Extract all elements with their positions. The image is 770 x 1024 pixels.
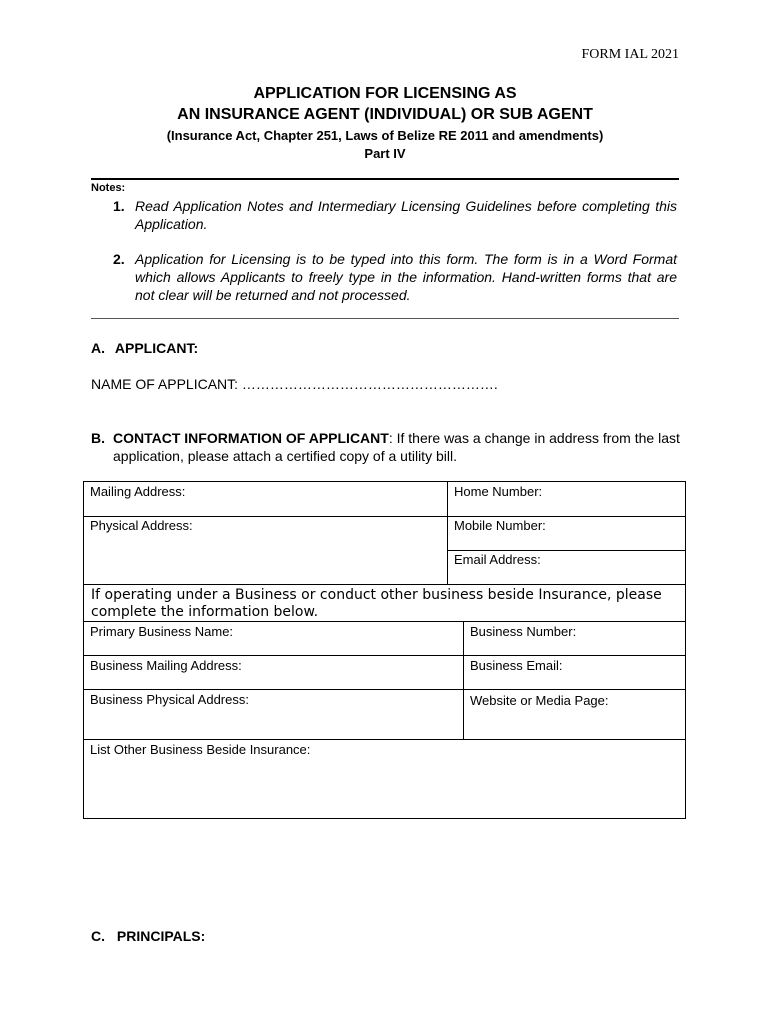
list-other-business-field[interactable]: List Other Business Beside Insurance: (90, 742, 311, 757)
title-line-2: AN INSURANCE AGENT (INDIVIDUAL) OR SUB AGENT (177, 106, 593, 123)
title-line-1: APPLICATION FOR LICENSING AS (253, 85, 517, 102)
primary-business-name-field[interactable]: Primary Business Name: (90, 624, 234, 639)
part-label: Part IV (364, 146, 406, 161)
section-b-heading (91, 429, 681, 465)
business-number-field[interactable]: Business Number: (470, 624, 577, 639)
note-text: Application for Licensing is to be typed into this form. The form is in a Word Format which allows Applicants to freely type in the information. Hand-written forms that are not clear will be returned and not processed. (135, 251, 677, 303)
mobile-number-field[interactable]: Mobile Number: (454, 518, 546, 533)
physical-address-field[interactable]: Physical Address: (90, 518, 193, 533)
note-item (113, 250, 677, 304)
section-b-text: : If there was a change in address from the last application, please attach a certified copy of a utility bill. (113, 430, 680, 464)
name-of-applicant-field[interactable]: NAME OF APPLICANT: ………………………………………………. (91, 376, 498, 392)
notes-divider (91, 318, 679, 319)
mailing-address-field[interactable]: Mailing Address: (90, 484, 186, 499)
business-table (83, 584, 686, 819)
note-text: Read Application Notes and Intermediary Licensing Guidelines before completing this Application. (135, 198, 677, 232)
section-a-heading (91, 340, 198, 356)
section-b-letter: B. (91, 430, 105, 446)
business-mailing-address-field[interactable]: Business Mailing Address: (90, 658, 242, 673)
note-number: 2. (113, 251, 125, 267)
form-code: FORM IAL 2021 (581, 47, 679, 62)
email-address-field[interactable]: Email Address: (454, 552, 541, 567)
section-a-title: APPLICANT: (114, 340, 199, 356)
page-subtitle: (Insurance Act, Chapter 251, Laws of Belize RE 2011 and amendments) (166, 128, 604, 143)
section-c-heading (91, 928, 205, 944)
section-b-body (113, 429, 681, 465)
header-divider (91, 178, 679, 180)
section-c-title: PRINCIPALS: (116, 928, 206, 944)
section-c-letter: C. (91, 928, 105, 944)
note-number: 1. (113, 198, 125, 214)
website-or-media-page-field[interactable]: Website or Media Page: (470, 693, 609, 708)
note-item (113, 197, 677, 233)
business-note: If operating under a Business or conduct other business beside Insurance, please complete the information below. (91, 587, 662, 620)
notes-label: Notes: (91, 182, 126, 194)
home-number-field[interactable]: Home Number: (454, 484, 543, 499)
business-email-field[interactable]: Business Email: (470, 658, 563, 673)
page-title (0, 83, 770, 125)
section-b-title: CONTACT INFORMATION OF APPLICANT (113, 430, 389, 446)
business-physical-address-field[interactable]: Business Physical Address: (90, 692, 249, 707)
section-a-letter: A. (91, 340, 105, 356)
contact-table (83, 481, 686, 585)
